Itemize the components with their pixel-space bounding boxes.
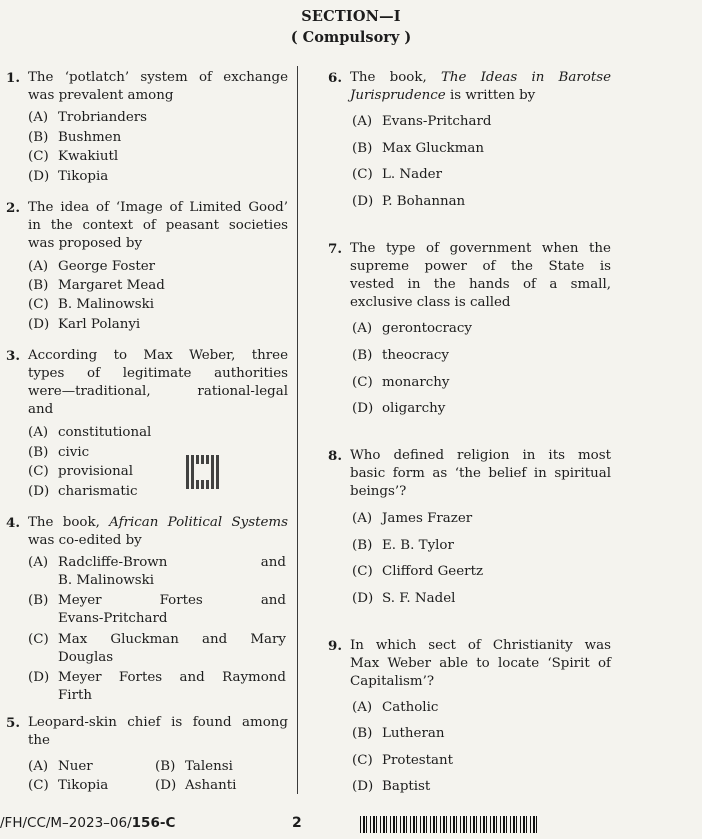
option-c: (C) Max Gluckman and Mary Douglas	[28, 632, 286, 665]
paper-code: /FH/CC/M–2023–06/156-C	[0, 815, 176, 831]
question-8: 8. Who defined religion in its most basic form as ‘the belief in spiritual beings’?	[328, 448, 611, 499]
option-c: (C) L. Nader	[352, 167, 443, 182]
option-b: (B) theocracy	[352, 348, 449, 363]
question-7: 7. The type of government when the supreme power of the State is vested in the hands of a small, exclusive class is called	[328, 241, 611, 310]
section-subtitle: ( Compulsory )	[290, 29, 412, 46]
option-c: (C) Protestant	[352, 753, 454, 768]
option-a: (A) Catholic	[352, 700, 439, 715]
question-2: 2. The idea of ‘Image of Limited Good’ in the context of peasant societies was proposed by	[6, 200, 288, 251]
option-a: (A) gerontocracy	[352, 321, 472, 336]
option-a: (A) Nuer	[28, 759, 93, 774]
option-b: (B) Bushmen	[28, 130, 122, 145]
option-a: (A) James Frazer	[352, 511, 473, 526]
section-title: SECTION—I	[301, 8, 401, 25]
option-a: (A) Evans-Pritchard	[352, 114, 492, 129]
option-b: (B) Margaret Mead	[28, 278, 165, 293]
option-d: (D) oligarchy	[352, 401, 446, 416]
column-divider	[297, 66, 298, 794]
question-5: 5. Leopard-skin chief is found among the	[6, 715, 288, 748]
option-b: (B) Talensi	[155, 759, 233, 774]
option-d: (D) P. Bohannan	[352, 194, 466, 209]
option-d: (D) Meyer Fortes and Raymond Firth	[28, 670, 286, 703]
option-c: (C) monarchy	[352, 375, 450, 390]
option-d: (D) S. F. Nadel	[352, 591, 456, 606]
option-d: (D) Tikopia	[28, 169, 109, 184]
qr-code	[186, 455, 220, 489]
option-d: (D) Ashanti	[155, 778, 237, 793]
option-a: (A) Trobrianders	[28, 110, 148, 125]
option-b: (B) Lutheran	[352, 726, 445, 741]
option-c: (C) Kwakiutl	[28, 149, 119, 164]
question-1: 1. The ‘potlatch’ system of exchange was prevalent among	[6, 70, 288, 103]
option-c: (C) Clifford Geertz	[352, 564, 483, 579]
option-c: (C) Tikopia	[28, 778, 109, 793]
question-6: 6. The book, The Ideas in Barotse Jurisprudence is written by	[328, 70, 612, 103]
question-stem: The ‘potlatch’ system of exchange was prevalent among	[28, 70, 288, 103]
option-a: (A) Radcliffe-Brown and B. Malinowski	[28, 555, 286, 588]
option-d: (D) Karl Polanyi	[28, 317, 141, 332]
option-b: (B) Max Gluckman	[352, 141, 485, 156]
option-a: (A) George Foster	[28, 259, 156, 274]
page-number: 2	[292, 815, 302, 831]
option-a: (A) constitutional	[28, 425, 152, 440]
option-d: (D) Baptist	[352, 779, 431, 794]
option-c: (C) B. Malinowski	[28, 297, 155, 312]
option-c: (C) provisional	[28, 464, 133, 479]
question-9: 9. In which sect of Christianity was Max Weber able to locate ‘Spirit of Capitalism’?	[328, 638, 611, 689]
option-b: (B) civic	[28, 445, 90, 460]
option-d: (D) charismatic	[28, 484, 138, 499]
option-b: (B) E. B. Tylor	[352, 538, 454, 553]
question-4: 4. The book, African Political Systems was co-edited by	[6, 515, 288, 548]
option-b: (B) Meyer Fortes and Evans-Pritchard	[28, 593, 286, 626]
barcode	[360, 816, 540, 833]
question-3: 3. According to Max Weber, three types of legitimate authorities were—traditional, rational-legal and	[6, 348, 288, 417]
